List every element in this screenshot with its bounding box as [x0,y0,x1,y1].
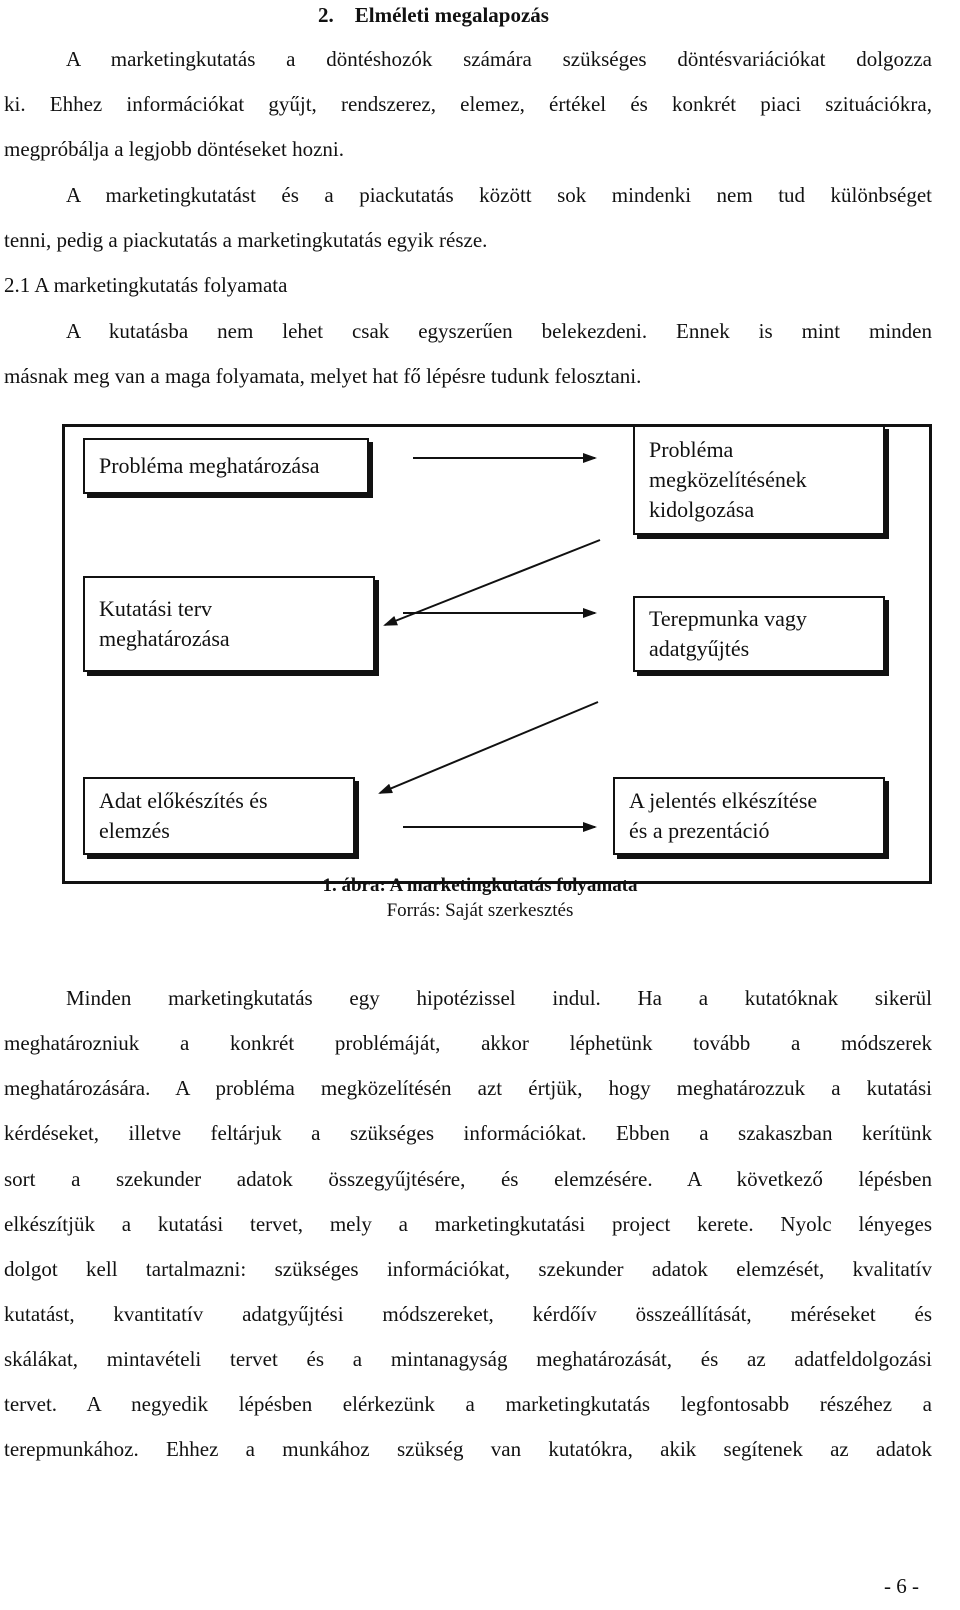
figure-source: Forrás: Saját szerkesztés [386,900,574,921]
subsection-heading: 2.1 A marketingkutatás folyamata [4,273,288,297]
intro-line-2: ki. Ehhez információkat gyűjt, rendszerez, elemez, értékel és konkrét piaci szituációkra, [4,92,932,116]
step-data-analysis [83,777,355,855]
step-4-label-line-2: adatgyűjtés [649,636,750,661]
body-line-11: terepmunkához. Ehhez a munkához szükség van kutatókra, akik segítenek az adatok [4,1437,932,1461]
step-5-label-line-1: Adat előkészítés és [99,788,268,813]
body-line-9: skálákat, mintavételi tervet és a mintanagyság meghatározását, és az adatfeldolgozási [4,1347,932,1371]
second-line-1: A marketingkutatást és a piackutatás között sok mindenki nem tud különbséget [66,183,932,207]
body-line-3: meghatározására. A probléma megközelítésén azt értjük, hogy meghatározzuk a kutatási [4,1076,932,1100]
body-line-6: elkészítjük a kutatási tervet, mely a marketingkutatási project kerete. Nyolc lényeges [4,1212,932,1236]
body-line-8: kutatást, kvantitatív adatgyűjtési módszereket, kérdőív összeállítását, méréseket és [4,1302,932,1326]
step-2-label-line-1: Probléma [649,437,734,462]
step-3-label-line-2: meghatározása [99,626,230,651]
step-2-label-line-2: megközelítésének [649,467,807,492]
figure-caption: 1. ábra: A marketingkutatás folyamata [322,875,638,896]
step-problem-approach [633,425,885,535]
body-line-7: dolgot kell tartalmazni: szükséges információkat, szekunder adatok elemzését, kvalitatív [4,1257,932,1281]
step-fieldwork [633,596,885,672]
step-6-label-line-2: és a prezentáció [629,818,770,843]
second-line-2: tenni, pedig a piackutatás a marketingkutatás egyik része. [4,228,488,252]
section-heading: 2. Elméleti megalapozás [318,3,549,27]
step-1-label: Probléma meghatározása [99,453,320,478]
body-line-10: tervet. A negyedik lépésben elérkezünk a marketingkutatás legfontosabb részéhez a [4,1392,932,1416]
body-line-5: sort a szekunder adatok összegyűjtésére, és elemzésére. A következő lépésben [4,1167,932,1191]
step-5-label-line-2: elemzés [99,818,170,843]
body-line-4: kérdéseket, illetve feltárjuk a szükséges információkat. Ebben a szakaszban kerítünk [4,1121,932,1145]
intro-line-3: megpróbálja a legjobb döntéseket hozni. [4,137,344,161]
intro-line-1: A marketingkutatás a döntéshozók számára szükséges döntésvariációkat dolgozza [66,47,932,71]
page-number: - 6 - [884,1574,919,1598]
process-line-1: A kutatásba nem lehet csak egyszerűen belekezdeni. Ennek is mint minden [66,319,932,343]
step-3-label-line-1: Kutatási terv [99,596,213,621]
body-line-2: meghatározniuk a konkrét problémáját, akkor léphetünk tovább a módszerek [4,1031,932,1055]
step-problem-definition [83,438,369,494]
step-research-design [83,576,375,672]
process-line-2: másnak meg van a maga folyamata, melyet hat fő lépésre tudunk felosztani. [4,364,642,388]
step-4-label-line-1: Terepmunka vagy [649,606,807,631]
body-line-1: Minden marketingkutatás egy hipotézissel indul. Ha a kutatóknak sikerül [66,986,932,1010]
step-report-presentation [613,777,885,855]
step-6-label-line-1: A jelentés elkészítése [629,788,818,813]
step-2-label-line-3: kidolgozása [649,497,755,522]
